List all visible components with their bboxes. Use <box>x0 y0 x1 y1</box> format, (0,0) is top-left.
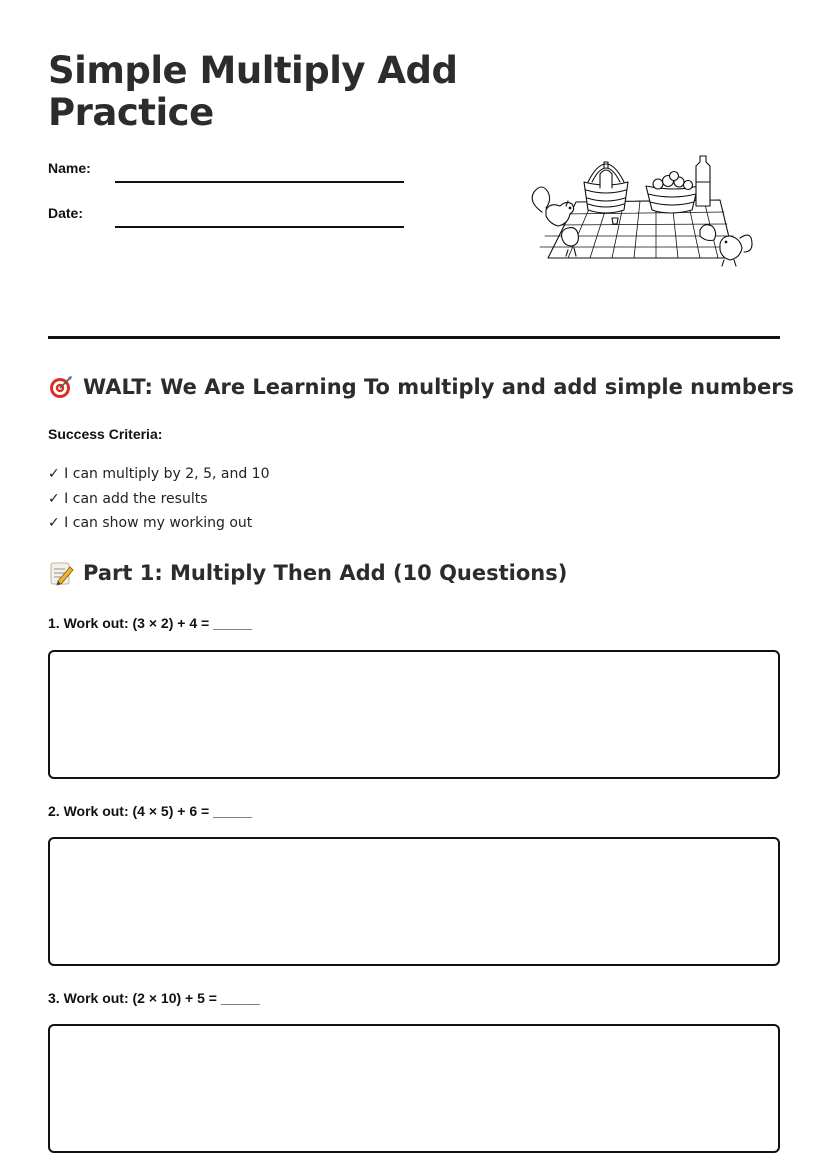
question-label-1: 1. Work out: (3 × 2) + 4 = _____ <box>48 615 252 631</box>
criteria-item: ✓ I can add the results <box>48 490 208 507</box>
target-icon <box>48 374 74 400</box>
answer-box-2[interactable] <box>48 837 780 966</box>
picnic-squirrels-illustration <box>528 152 756 268</box>
criteria-item: ✓ I can multiply by 2, 5, and 10 <box>48 466 270 482</box>
right-squirrel <box>720 235 752 266</box>
date-label: Date: <box>48 205 84 221</box>
date-line[interactable] <box>115 226 404 228</box>
question-label-2: 2. Work out: (4 × 5) + 6 = _____ <box>48 803 252 819</box>
criteria-item: ✓ I can show my working out <box>48 515 253 531</box>
question-label-3: 3. Work out: (2 × 10) + 5 = _____ <box>48 990 260 1006</box>
date-field <box>48 205 408 229</box>
name-line[interactable] <box>115 181 404 183</box>
walt-text: WALT: We Are Learning To multiply and add simple numbers <box>83 375 795 399</box>
name-field <box>48 160 408 184</box>
answer-box-3[interactable] <box>48 1024 780 1153</box>
answer-box-1[interactable] <box>48 650 780 779</box>
memo-pencil-icon <box>48 560 74 586</box>
left-squirrel <box>532 187 573 226</box>
section-divider <box>48 336 780 339</box>
worksheet-title: Simple Multiply Add Practice <box>48 49 458 134</box>
part1-title: Part 1: Multiply Then Add (10 Questions) <box>83 561 568 585</box>
left-basket <box>584 162 628 213</box>
right-basket <box>646 156 710 213</box>
name-label: Name: <box>48 160 91 176</box>
success-criteria-list <box>48 464 270 538</box>
walt-heading <box>48 374 794 400</box>
part1-heading <box>48 560 567 586</box>
success-criteria-title: Success Criteria: <box>48 426 163 442</box>
